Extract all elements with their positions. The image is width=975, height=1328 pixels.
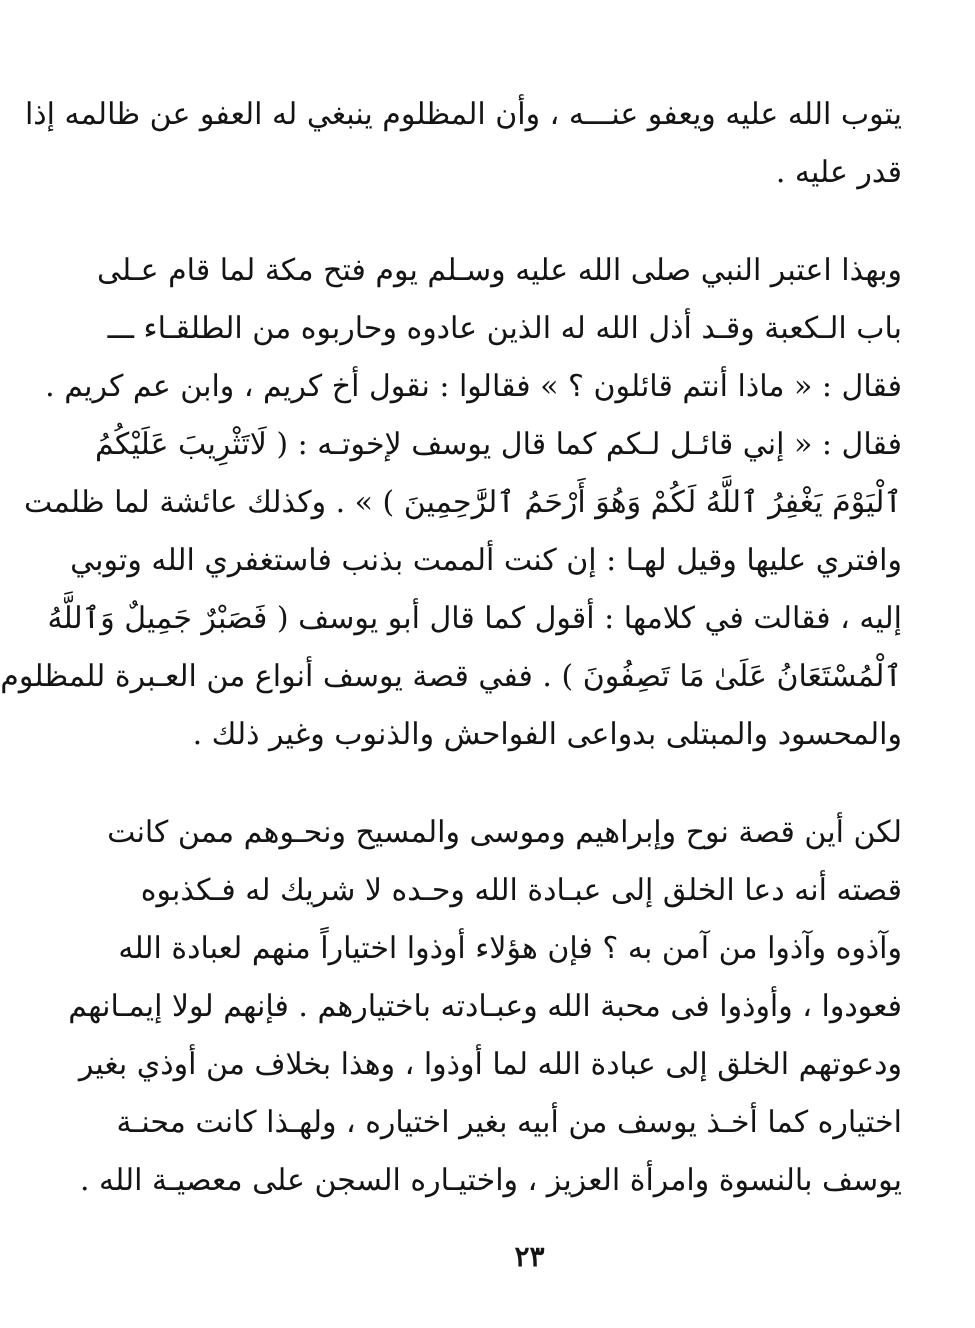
text-line: اختياره كما أخـذ يوسف من أبيه بغير اختياره ، ولهـذا كانت محنـة	[116, 1105, 902, 1140]
text-line: وافتري عليها وقيل لهـا : إن كنت ألممت بذنب فاستغفري الله وتوبي	[70, 543, 902, 578]
text-line: لكن أين قصة نوح وإبراهيم وموسى والمسيح ونحـوهم ممن كانت	[107, 815, 902, 850]
page-number: ٢٣	[514, 1240, 545, 1273]
paragraph	[24, 86, 902, 202]
text-line: ودعوتهم الخلق إلى عبادة الله لما أوذوا ، وهذا بخلاف من أوذي بغير	[78, 1047, 902, 1082]
text-line: فقال : « إني قائـل لـكم كما قال يوسف لإخوتـه : ( لَاتَثْرِيبَ عَلَيْكُمُ	[95, 427, 902, 462]
text-line: يتوب الله عليه ويعفو عنـــه ، وأن المظلوم ينبغي له العفو عن ظالمه إذا	[24, 97, 902, 132]
paragraph	[68, 804, 902, 1210]
text-line: يوسف بالنسوة وامرأة العزيز ، واختيـاره السجن على معصيـة الله .	[79, 1163, 902, 1198]
text-line: ٱلْمُسْتَعَانُ عَلَىٰ مَا تَصِفُونَ ) . ففي قصة يوسف أنواع من العـبرة للمظلوم	[0, 659, 902, 694]
text-line: فقال : « ماذا أنتم قائلون ؟ » فقالوا : نقول أخ كريم ، وابن عم كريم .	[45, 369, 902, 404]
text-line: فعودوا ، وأوذوا فى محبة الله وعبـادته باختيارهم . فإنهم لولا إيمـانهم	[68, 989, 902, 1024]
text-line: قدر عليه .	[775, 155, 902, 190]
text-line: وبهذا اعتبر النبي صلى الله عليه وسـلم يوم فتح مكة لما قام عـلى	[96, 253, 902, 288]
text-line: والمحسود والمبتلى بدواعى الفواحش والذنوب وغير ذلك .	[192, 717, 902, 752]
text-line: باب الـكعبة وقـد أذل الله له الذين عادوه وحاربوه من الطلقـاء ـــ	[107, 311, 902, 346]
text-line: ٱلْيَوْمَ يَغْفِرُ ٱللَّهُ لَكُمْ وَهُوَ أَرْحَمُ ٱلرَّٰحِمِينَ ) » . وكذلك عائشة لما ظلمت	[24, 485, 902, 520]
paragraph	[0, 242, 902, 764]
text-line: قصته أنه دعا الخلق إلى عبـادة الله وحـده لا شريك له فـكذبوه	[140, 873, 902, 908]
text-line: وآذوه وآذوا من آمن به ؟ فإن هؤلاء أوذوا اختياراً منهم لعبادة الله	[118, 931, 902, 966]
text-line: إليه ، فقالت في كلامها : أقول كما قال أبو يوسف ( فَصَبْرٌ جَمِيلٌ وَٱللَّهُ	[47, 601, 902, 636]
